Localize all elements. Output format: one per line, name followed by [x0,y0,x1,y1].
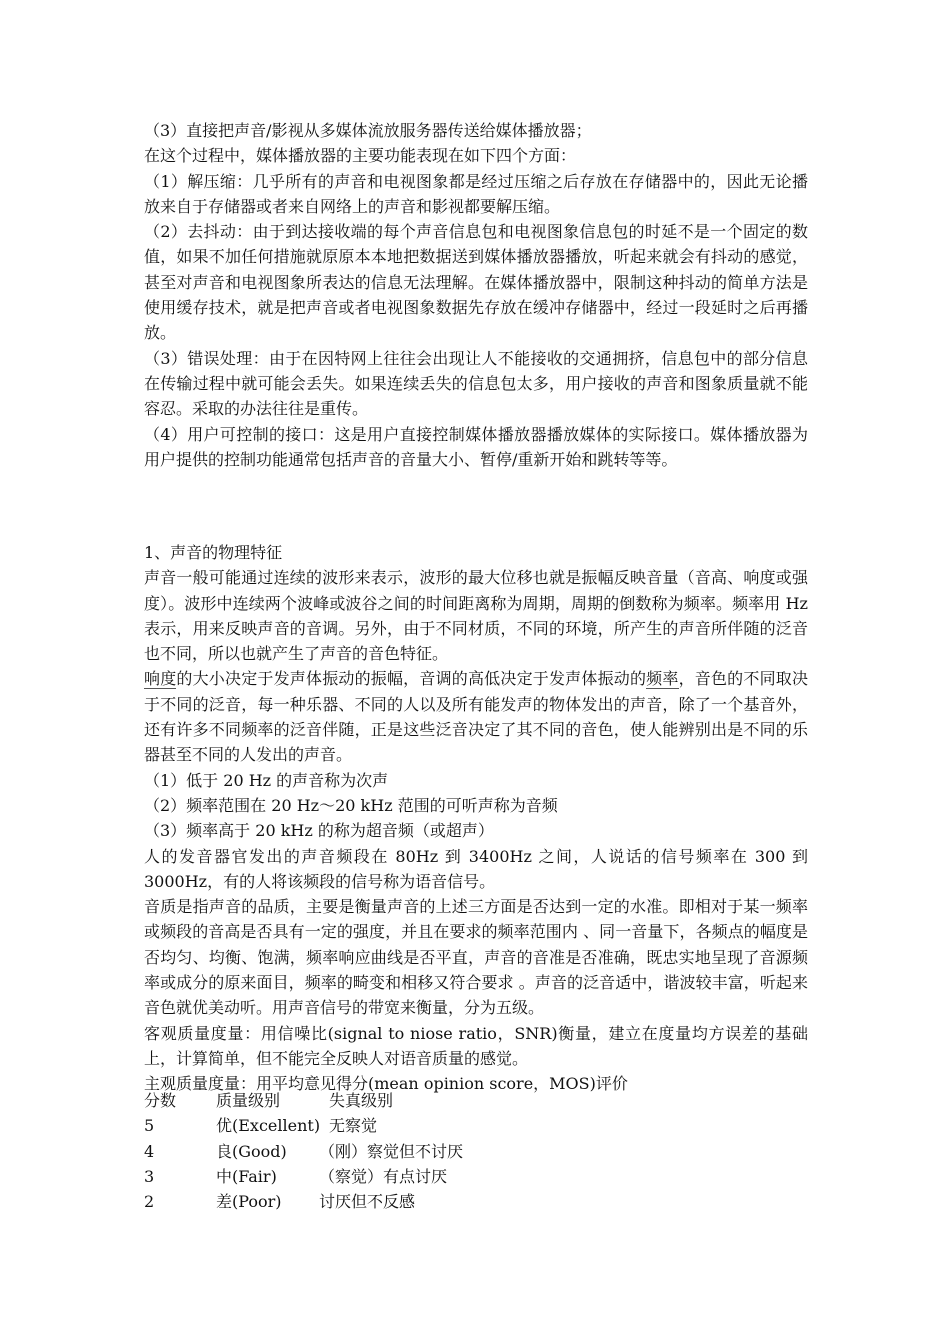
table-row [144,1164,644,1189]
table-cell: 4 [144,1141,155,1161]
table-header: 质量级别 [216,1091,281,1110]
table-cell: 无察觉 [329,1116,378,1136]
paragraph: （3）错误处理：由于在因特网上往往会出现让人不能接收的交通拥挤，信息包中的部分信息在传输过程中就可能会丢失。如果连续丢失的信息包太多，用户接收的声音和图象质量就不能容忍。采取的办法往往是重传。 [144,348,808,419]
paragraph [144,666,808,767]
table-cell: 3 [144,1166,155,1186]
paragraph: （4）用户可控制的接口：这是用户直接控制媒体播放器播放媒体的实际接口。媒体播放器为用户提供的控制功能通常包括声音的音量大小、暂停/重新开始和跳转等等。 [144,424,808,469]
paragraph: 在这个过程中，媒体播放器的主要功能表现在如下四个方面： [144,146,577,166]
table-cell: 良(Good) [216,1141,287,1161]
term-loudness-link[interactable]: 响度 [144,669,177,689]
paragraph: 人的发音器官发出的声音频段在 80Hz 到 3400Hz 之间，人说话的信号频率在 300 到 3000Hz，有的人将该频段的信号称为语音信号。 [144,846,808,891]
paragraph: 音质是指声音的品质，主要是衡量声音的上述三方面是否达到一定的水准。即相对于某一频率或频段的音高是否具有一定的强度，并且在要求的频率范围内 、同一音量下，各频点的幅度是否均匀、均衡、饱满，频率响应曲线是否平直，声音的音准是否准确，既忠实地呈现了音源频率或成分的原来面目，频率的畸变和相移又符合要求 。声音的泛音适中，谐波较丰富，听起来音色就优美动听。用声音信号的带宽来衡量，分为五级。 [144,897,808,1018]
table-cell: 讨厌但不反感 [319,1192,416,1212]
paragraph: 客观质量度量：用信噪比(signal to niose ratio，SNR)衡量，建立在度量均方误差的基础上，计算简单，但不能完全反映人对语音质量的感觉。 [144,1023,808,1068]
table-header-row [144,1088,644,1113]
table-cell: 中(Fair) [216,1166,277,1186]
paragraph: （2）去抖动：由于到达接收端的每个声音信息包和电视图象信息包的时延不是一个固定的数值，如果不加任何措施就原原本本地把数据送到媒体播放器播放，听起来就会有抖动的感觉，甚至对声音和电视图象所表达的信息无法理解。在媒体播放器中，限制这种抖动的简单方法是使用缓存技术，就是把声音或者电视图象数据先存放在缓冲存储器中，经过一段延时之后再播放。 [144,222,808,343]
term-frequency-link[interactable]: 频率 [646,669,679,689]
media-player-functions-section [144,118,808,472]
paragraph-text: ，音色的不同取决于不同的泛音，每一种乐器、不同的人以及所有能发声的物体发出的声音，除了一个基音外，还有许多不同频率的泛音伴随，正是这些泛音决定了其不同的音色，使人能辨别出是不同的乐器甚至不同的人发出的声音。 [144,669,808,765]
list-item: （1）低于 20 Hz 的声音称为次声 [144,770,389,790]
paragraph: （1）解压缩：几乎所有的声音和电视图象都是经过压缩之后存放在存储器中的，因此无论播放来自于存储器或者来自网络上的声音和影视都要解压缩。 [144,171,808,216]
section-heading: 1、声音的物理特征 [144,543,283,562]
paragraph: 声音一般可能通过连续的波形来表示，波形的最大位移也就是振幅反映音量（音高、响度或强度）。波形中连续两个波峰或波谷之间的时间距离称为周期，周期的倒数称为频率。频率用 Hz 表示，用来反映声音的音调。另外，由于不同材质，不同的环境，所产生的声音所伴随的泛音也不同，所以也就产生了声音的音色特征。 [144,568,808,664]
table-cell: （刚）察觉但不讨厌 [319,1141,464,1161]
table-row [144,1189,644,1214]
table-header: 分数 [144,1091,177,1110]
sound-physics-section [144,540,808,1097]
paragraph: 主观质量度量：用平均意见得分(mean opinion score，MOS)评价 [144,1074,628,1094]
list-item: （2）频率范围在 20 Hz～20 kHz 范围的可听声称为音频 [144,795,558,815]
table-cell: 差(Poor) [216,1192,282,1212]
mos-table [144,1088,644,1214]
table-cell: 5 [144,1116,155,1136]
table-row [144,1113,644,1138]
list-item: （3）频率高于 20 kHz 的称为超音频（或超声） [144,821,494,841]
table-cell: 2 [144,1192,155,1212]
paragraph: （3）直接把声音/影视从多媒体流放服务器传送给媒体播放器； [144,121,592,140]
table-cell: 优(Excellent) [216,1116,321,1136]
paragraph-text: 的大小决定于发声体振动的振幅，音调的高低决定于发声体振动的 [176,669,647,689]
table-row [144,1139,644,1164]
table-cell: （察觉）有点讨厌 [319,1166,448,1186]
table-header: 失真级别 [329,1091,394,1110]
